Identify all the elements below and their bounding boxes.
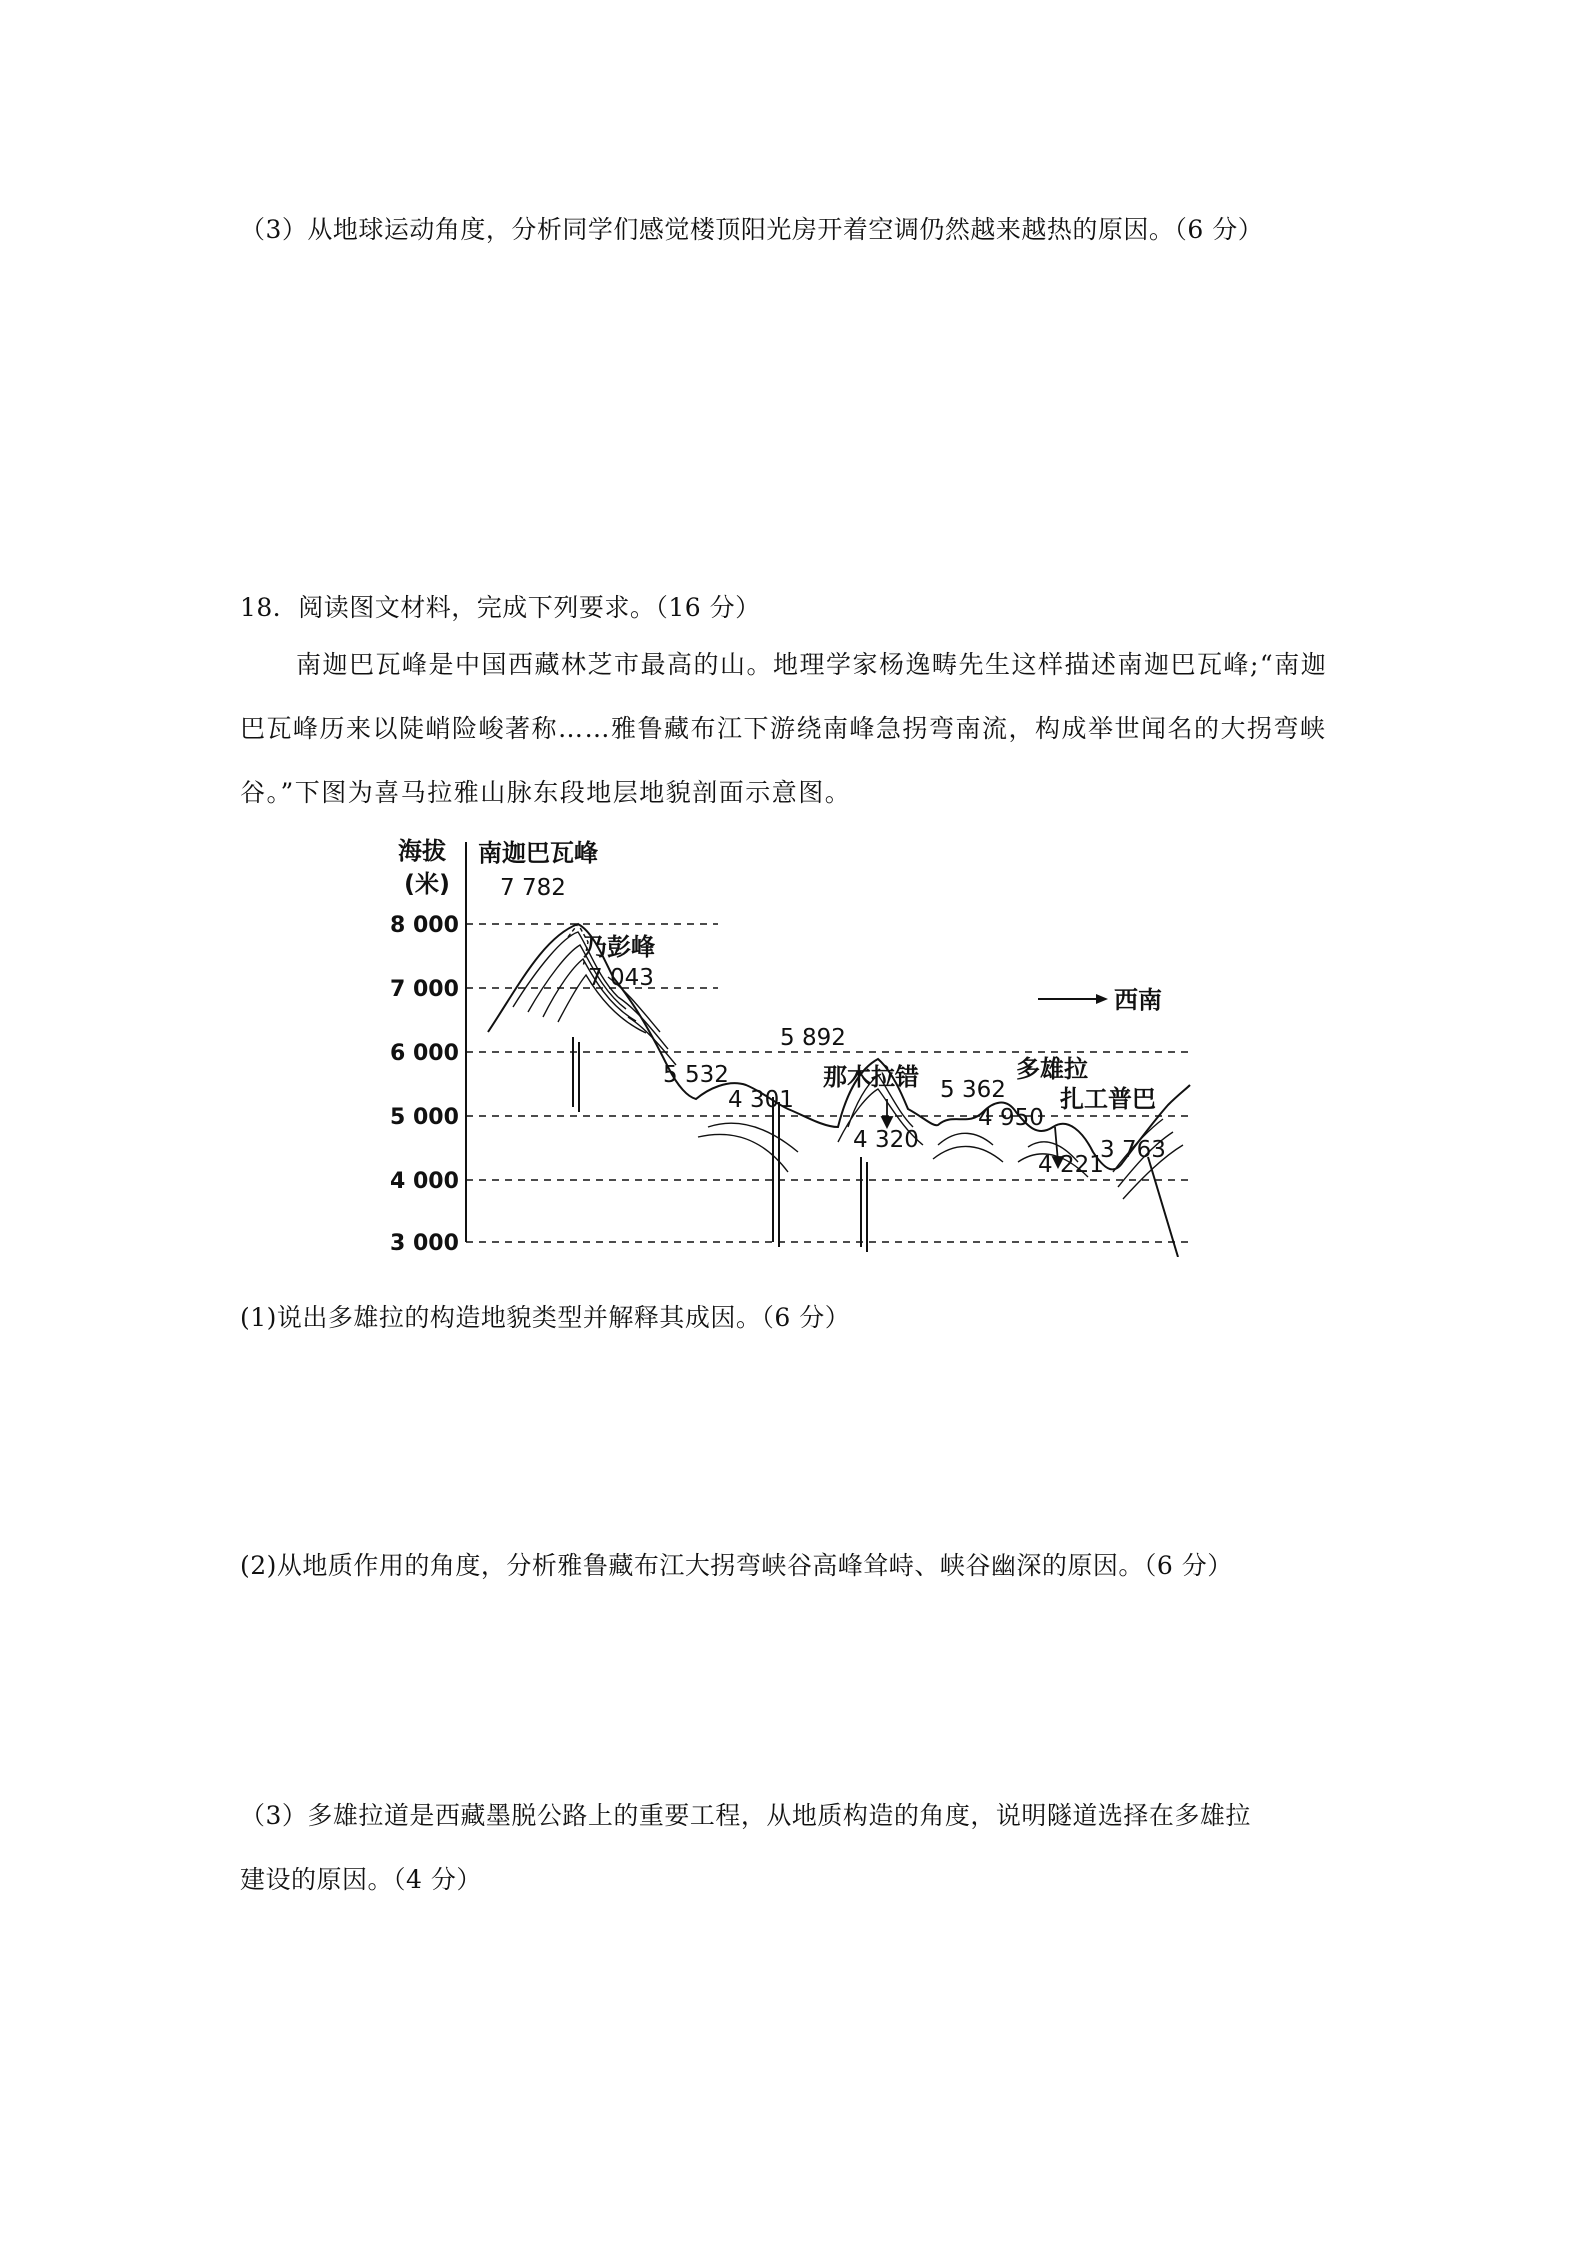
q18-material-paragraph xyxy=(240,633,1350,825)
q18-part3-line2: 建设的原因。（4 分） xyxy=(240,1865,482,1894)
direction-arrow xyxy=(1038,986,1162,1014)
y-axis-unit: (米) xyxy=(404,870,450,898)
peak-elevation: 4 301 xyxy=(728,1087,794,1113)
y-tick-label: 8 000 xyxy=(390,913,459,938)
y-tick-label: 7 000 xyxy=(390,977,459,1002)
peak-elevation: 5 892 xyxy=(780,1025,846,1051)
y-tick-label: 5 000 xyxy=(390,1105,459,1130)
q18-part3-line1: （3）多雄拉道是西藏墨脱公路上的重要工程，从地质构造的角度，说明隧道选择在多雄拉 xyxy=(240,1801,1251,1830)
y-tick-label: 4 000 xyxy=(390,1169,459,1194)
peak-name-doxiongla: 多雄拉 xyxy=(1016,1055,1088,1083)
peak-name-namulacuo: 那木拉错 xyxy=(823,1063,919,1091)
q18-part2: (2)从地质作用的角度，分析雅鲁藏布江大拐弯峡谷高峰耸峙、峡谷幽深的原因。（6 分） xyxy=(240,1551,1233,1580)
peak-elevation: 7 043 xyxy=(588,965,654,991)
peak-name-naipeng: 乃彭峰 xyxy=(583,933,655,961)
q18-heading: 18．阅读图文材料，完成下列要求。（16 分） xyxy=(240,593,761,622)
peak-elevation: 4 950 xyxy=(978,1105,1044,1131)
peak-elevation: 5 362 xyxy=(940,1077,1006,1103)
peak-elevation: 5 532 xyxy=(663,1062,729,1088)
q18-material-text: 南迦巴瓦峰是中国西藏林芝市最高的山。地理学家杨逸畴先生这样描述南迦巴瓦峰;“南迦巴瓦峰历来以陡峭险峻著称……雅鲁藏布江下游绕南峰急拐弯南流，构成举世闻名的大拐弯峡谷。”下图为喜马拉雅山脉东段地层地貌剖面示意图。 xyxy=(240,650,1328,807)
peak-name-zhagongpuba: 扎工普巴 xyxy=(1060,1085,1156,1113)
y-tick-label: 3 000 xyxy=(390,1231,459,1256)
peak-elevation: 4 221 xyxy=(1038,1152,1104,1178)
peak-elevation: 3 763 xyxy=(1100,1137,1166,1163)
direction-label: 西南 xyxy=(1114,986,1162,1014)
geologic-profile-figure xyxy=(378,827,1208,1257)
peak-name-namjagbarwa: 南迦巴瓦峰 xyxy=(478,839,598,867)
peak-elevation: 7 782 xyxy=(500,875,566,901)
q17-part3: （3）从地球运动角度，分析同学们感觉楼顶阳光房开着空调仍然越来越热的原因。（6 分） xyxy=(240,215,1264,244)
q18-part1: (1)说出多雄拉的构造地貌类型并解释其成因。（6 分） xyxy=(240,1303,851,1332)
peak-elevation: 4 320 xyxy=(853,1127,919,1153)
y-tick-label: 6 000 xyxy=(390,1041,459,1066)
y-axis-title: 海拔 xyxy=(398,837,446,865)
